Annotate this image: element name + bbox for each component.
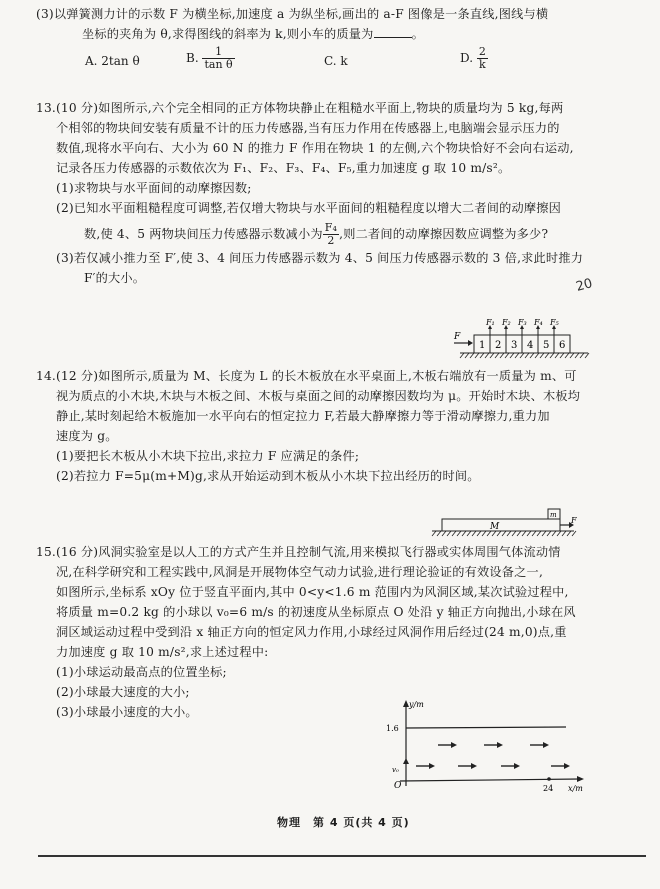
hatch-line <box>530 353 534 358</box>
choice-b-numerator: 1 <box>202 46 234 59</box>
hatch-line <box>512 531 516 536</box>
hatch-line <box>575 353 579 358</box>
board-label: M <box>490 522 500 532</box>
hatch-line <box>457 531 461 536</box>
choice-d-fraction <box>477 46 488 71</box>
q13-part3-line2: F′的大小。 <box>84 271 146 285</box>
origin-label: O <box>394 781 402 791</box>
q13-part2-line2 <box>84 222 548 247</box>
wind-arrowhead <box>497 742 503 748</box>
hatch-line <box>467 531 471 536</box>
q15-wind-tunnel-figure <box>380 698 600 796</box>
q12-part3-line2 <box>82 26 424 42</box>
hatch-line <box>437 531 441 536</box>
q15-line-3: 如图所示,坐标系 xOy 位于竖直平面内,其中 0<y<1.6 m 范围内为风洞区域,某次试验过程中, <box>56 585 569 599</box>
ground-hatch <box>460 353 589 358</box>
blocks <box>474 318 570 353</box>
hatch-line <box>490 353 494 358</box>
choice-b-prefix: B. <box>186 51 199 65</box>
hatch-line <box>557 531 561 536</box>
q13-part1: (1)求物块与水平面间的动摩擦因数; <box>56 181 252 195</box>
block-label-6: 6 <box>559 340 566 351</box>
block-label-5: 5 <box>543 340 550 351</box>
q15-line-1: 15.(16 分)风洞实验室是以人工的方式产生并且控制气流,用来模拟飞行器或实体周围气体流动情 <box>36 545 561 559</box>
force-label: F <box>454 332 461 342</box>
block-label-3: 3 <box>511 340 518 351</box>
q14-part2: (2)若拉力 F=5μ(m+M)g,求从开始运动到木板从小木块下拉出经历的时间。 <box>56 469 480 483</box>
q13-blocks-figure <box>452 318 592 360</box>
q15-part3: (3)小球最小速度的大小。 <box>56 705 198 719</box>
hatch-line <box>465 353 469 358</box>
q13-line-1: 13.(10 分)如图所示,六个完全相同的正方体物块静止在粗糙水平面上,物块的质量均为 5 kg,每两 <box>36 101 564 115</box>
q14-board-figure <box>428 505 578 537</box>
hatch-line <box>565 353 569 358</box>
hatch-line <box>555 353 559 358</box>
choice-d-prefix: D. <box>460 51 474 65</box>
y-axis-label: y/m <box>409 700 424 709</box>
q15-line-6: 力加速度 g 取 10 m/s²,求上述过程中: <box>56 645 269 659</box>
tunnel-upper-boundary <box>406 727 566 728</box>
hatch-line <box>452 531 456 536</box>
q14-part1: (1)要把长木板从小木块下拉出,求拉力 F 应满足的条件; <box>56 449 360 463</box>
x-axis-label: x/m <box>568 784 583 793</box>
q15-line-2: 况,在科学研究和工程实践中,风洞是开展物体空气动力试验,进行理论验证的有效设备之一, <box>56 565 544 579</box>
hatch-line <box>532 531 536 536</box>
hatch-line <box>552 531 556 536</box>
hatch-line <box>485 353 489 358</box>
force-arrow-f <box>453 332 473 346</box>
hatch-line <box>567 531 571 536</box>
hatch-line <box>480 353 484 358</box>
fraction-numerator: F₄ <box>324 221 338 234</box>
hatch-line <box>505 353 509 358</box>
hatch-line <box>542 531 546 536</box>
q13-part3-line1: (3)若仅减小推力至 F′,使 3、4 间压力传感器示数为 4、5 间压力传感器示数的 3 倍,求此时推力 <box>56 251 584 265</box>
q15-line-5: 洞区域运动过程中受到沿 x 轴正方向的恒定风力作用,小球经过风洞作用后经过(24 m,0)点,重 <box>56 625 567 639</box>
hatch-line <box>472 531 476 536</box>
hatch-line <box>470 353 474 358</box>
hatch-line <box>510 353 514 358</box>
wind-arrowhead <box>514 763 520 769</box>
wind-arrowhead <box>471 763 477 769</box>
hatch-line <box>507 531 511 536</box>
choice-d <box>460 46 488 71</box>
block-label: m <box>550 511 557 519</box>
answer-blank[interactable] <box>374 26 412 38</box>
hatch-line <box>550 353 554 358</box>
q14-line-1: 14.(12 分)如图所示,质量为 M、长度为 L 的长木板放在水平桌面上,木板右端放有一质量为 m、可 <box>36 369 577 383</box>
q15-line-4: 将质量 m=0.2 kg 的小球以 v₀=6 m/s 的初速度从坐标原点 O 处沿 y 轴正方向抛出,小球在风 <box>56 605 576 619</box>
hatch-line <box>560 353 564 358</box>
wind-arrowhead <box>429 763 435 769</box>
choice-d-denominator: k <box>479 58 486 71</box>
x-axis <box>400 776 584 793</box>
q14-line-4: 速度为 g。 <box>56 429 118 443</box>
wind-arrowhead <box>564 763 570 769</box>
hatch-line <box>520 353 524 358</box>
hatch-line <box>500 353 504 358</box>
wind-arrows <box>416 742 570 769</box>
hatch-line <box>482 531 486 536</box>
hatch-line <box>585 353 589 358</box>
v0-label: v₀ <box>392 766 399 774</box>
choice-d-numerator: 2 <box>478 45 486 58</box>
hatch-line <box>462 531 466 536</box>
block-label-1: 1 <box>479 340 486 351</box>
sensor-label: F₅ <box>550 318 559 327</box>
page-bottom-rule <box>38 855 646 857</box>
q13-line-4: 记录各压力传感器的示数依次为 F₁、F₂、F₃、F₄、F₅,重力加速度 g 取 10 m/s²。 <box>56 161 511 175</box>
hatch-line <box>535 353 539 358</box>
q12-part3-line2-text: 坐标的夹角为 θ,求得图线的斜率为 k,则小车的质量为 <box>82 27 374 41</box>
choice-b <box>186 46 235 71</box>
q12-part3-line2-end: 。 <box>411 27 424 41</box>
hatch-line <box>517 531 521 536</box>
q14-line-3: 静止,某时刻起给木板施加一水平向右的恒定拉力 F,若最大静摩擦力等于滑动摩擦力,重力加 <box>56 409 550 423</box>
hatch-line <box>545 353 549 358</box>
hatch-line <box>572 531 576 536</box>
hatch-line <box>447 531 451 536</box>
page-footer: 物理 第 4 页(共 4 页) <box>277 816 410 829</box>
hatch-line <box>475 353 479 358</box>
choice-c: C. k <box>324 54 348 68</box>
hatch-line <box>525 353 529 358</box>
force-arrow-f <box>560 516 577 528</box>
wind-arrowhead <box>543 742 549 748</box>
hatch-line <box>527 531 531 536</box>
long-board <box>442 519 560 531</box>
q14-line-2: 视为质点的小木块,木块与木板之间、木板与桌面之间的动摩擦因数均为 μ。开始时木块、木板均 <box>56 389 581 403</box>
q13-line-3: 数值,现将水平向右、大小为 60 N 的推力 F 作用在物块 1 的左侧,六个物块恰好不会向右运动, <box>56 141 574 155</box>
y-axis <box>403 700 424 786</box>
hatch-line <box>477 531 481 536</box>
q15-part2: (2)小球最大速度的大小; <box>56 685 190 699</box>
x-tick-24: 24 <box>543 784 554 793</box>
q13-part2-post: ,则二者间的动摩擦因数应调整为多少? <box>339 227 549 241</box>
q13-line-2: 个相邻的物块间安装有质量不计的压力传感器,当有压力作用在传感器上,电脑端会显示压力的 <box>56 121 560 135</box>
hatch-line <box>502 531 506 536</box>
choice-b-denominator: tan θ <box>204 58 233 71</box>
hatch-line <box>522 531 526 536</box>
sensor-label: F₄ <box>534 318 543 327</box>
q13-part2-fraction <box>323 222 339 247</box>
q12-part3-line1: (3)以弹簧测力计的示数 F 为横坐标,加速度 a 为纵坐标,画出的 a-F 图像是一条直线,图线与横 <box>36 7 549 21</box>
sensor-label: F₃ <box>518 318 527 327</box>
hatch-line <box>562 531 566 536</box>
choice-b-fraction <box>202 46 234 71</box>
hatch-line <box>442 531 446 536</box>
hatch-line <box>432 531 436 536</box>
hatch-line <box>570 353 574 358</box>
block-label-4: 4 <box>527 340 534 351</box>
wind-arrowhead <box>451 742 457 748</box>
sensor-label: F₁ <box>486 318 495 327</box>
q13-part2-pre: 数,使 4、5 两物块间压力传感器示数减小为 <box>84 227 323 241</box>
fraction-denominator: 2 <box>327 234 335 247</box>
handwritten-score: 20 <box>574 276 595 295</box>
y-tick-1-6: 1.6 <box>386 724 399 733</box>
hatch-line <box>495 353 499 358</box>
hatch-line <box>515 353 519 358</box>
q15-part1: (1)小球运动最高点的位置坐标; <box>56 665 227 679</box>
hatch-line <box>580 353 584 358</box>
choice-a: A. 2tan θ <box>85 54 140 68</box>
point-24 <box>547 777 551 781</box>
v0-arrow <box>403 758 409 764</box>
force-label: F <box>571 516 577 525</box>
hatch-line <box>460 353 464 358</box>
sensor-label: F₂ <box>502 318 511 327</box>
q13-part2-line1: (2)已知水平面粗糙程度可调整,若仅增大物块与水平面间的粗糙程度以增大二者间的动摩擦因 <box>56 201 562 215</box>
hatch-line <box>540 353 544 358</box>
table-surface <box>432 531 576 536</box>
block-label-2: 2 <box>495 340 502 351</box>
hatch-line <box>547 531 551 536</box>
hatch-line <box>537 531 541 536</box>
